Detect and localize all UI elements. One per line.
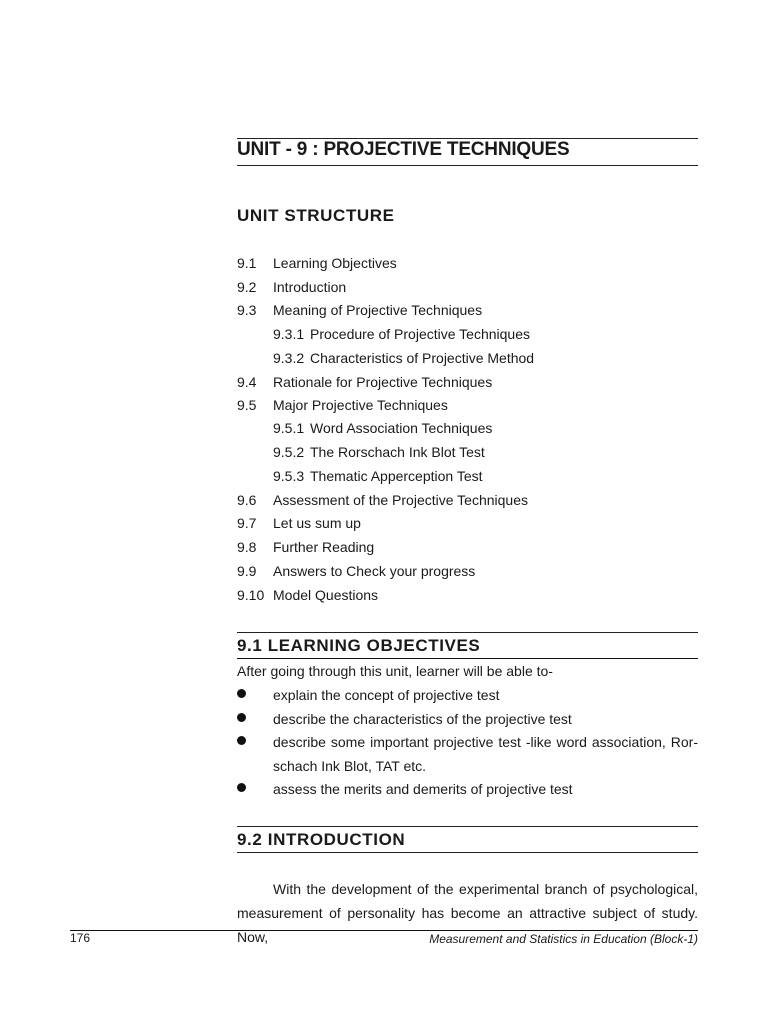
paragraph-line: measurement of personality has become an attractive subject of study. Now, [237, 905, 698, 945]
bullet-icon [237, 713, 246, 722]
unit-structure-heading: UNIT STRUCTURE [237, 206, 395, 225]
introduction-top-rule [237, 826, 698, 827]
bullet-icon [237, 689, 246, 698]
toc-number: 9.5 [237, 397, 257, 413]
objectives-heading: 9.1 LEARNING OBJECTIVES [237, 636, 481, 655]
introduction-bottom-rule [237, 852, 698, 853]
toc-number: 9.5.3 [273, 468, 305, 484]
introduction-heading: 9.2 INTRODUCTION [237, 830, 406, 849]
unit-title: UNIT - 9 : PROJECTIVE TECHNIQUES [237, 139, 570, 160]
footer-rule [70, 930, 698, 931]
toc-text: Procedure of Projective Techniques [310, 326, 530, 342]
toc-text: Learning Objectives [273, 255, 397, 271]
toc-text: Assessment of the Projective Techniques [273, 492, 528, 508]
toc-text: Major Projective Techniques [273, 397, 448, 413]
toc-number: 9.3.2 [273, 350, 305, 366]
objective-item: describe some important projective test -like word association, Ror- [273, 734, 698, 750]
toc-number: 9.6 [237, 492, 257, 508]
toc-text: Answers to Check your progress [273, 563, 476, 579]
toc-number: 9.7 [237, 515, 257, 531]
objectives-bottom-rule [237, 658, 698, 659]
toc-text: The Rorschach Ink Blot Test [310, 444, 485, 460]
toc-number: 9.3 [237, 302, 257, 318]
objectives-intro: After going through this unit, learner will be able to- [237, 663, 553, 679]
toc-number: 9.2 [237, 279, 257, 295]
objective-item: explain the concept of projective test [273, 687, 500, 703]
objective-item: describe the characteristics of the projective test [273, 711, 572, 727]
title-bottom-rule [237, 165, 698, 166]
toc-number: 9.5.1 [273, 420, 305, 436]
paragraph-line: With the development of the experimental branch of psychological, [273, 881, 698, 897]
toc-text: Introduction [273, 279, 347, 295]
toc-number: 9.3.1 [273, 326, 305, 342]
objectives-top-rule [237, 632, 698, 633]
toc-number: 9.5.2 [273, 444, 305, 460]
toc-number: 9.1 [237, 255, 257, 271]
toc-text: Model Questions [273, 587, 379, 603]
toc-number: 9.8 [237, 539, 257, 555]
toc-text: Let us sum up [273, 515, 361, 531]
objective-item-continuation: schach Ink Blot, TAT etc. [273, 758, 427, 774]
toc-text: Rationale for Projective Techniques [273, 374, 493, 390]
toc-text: Thematic Apperception Test [310, 468, 483, 484]
toc-text: Characteristics of Projective Method [310, 350, 535, 366]
bullet-icon [237, 736, 246, 745]
toc-text: Further Reading [273, 539, 375, 555]
toc-number: 9.9 [237, 563, 257, 579]
page-number: 176 [70, 931, 91, 945]
toc-number: 9.10 [237, 587, 265, 603]
toc-text: Meaning of Projective Techniques [273, 302, 483, 318]
footer-book-title: Measurement and Statistics in Education (Block-1) [429, 932, 698, 946]
objective-item: assess the merits and demerits of projective test [273, 781, 573, 797]
toc-number: 9.4 [237, 374, 257, 390]
toc-text: Word Association Techniques [310, 420, 493, 436]
bullet-icon [237, 783, 246, 792]
